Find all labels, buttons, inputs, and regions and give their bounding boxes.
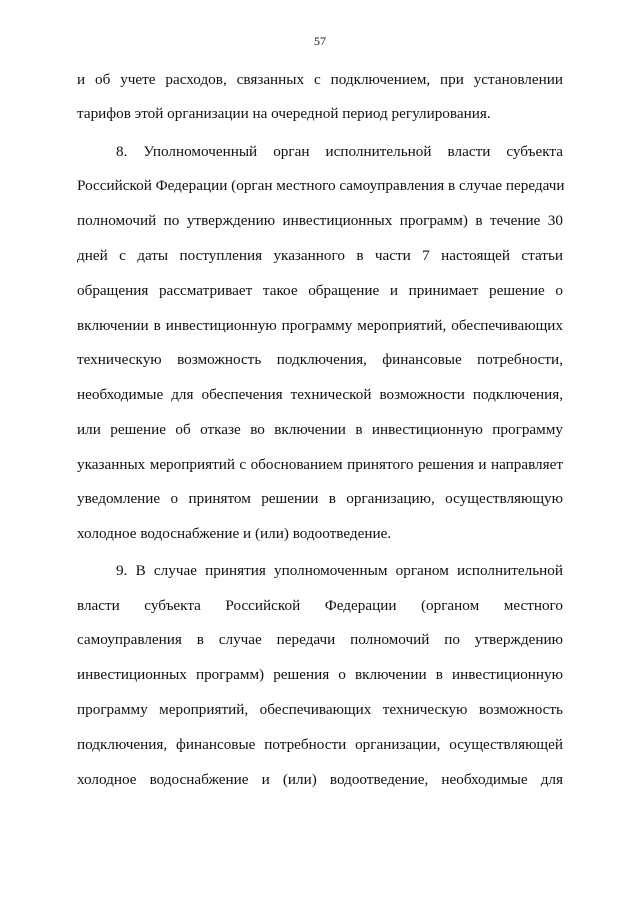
text-line: программу мероприятий, обеспечивающих техническую возможность xyxy=(77,701,563,718)
text-line: тарифов этой организации на очередной период регулирования. xyxy=(77,105,491,122)
text-line: включении в инвестиционную программу мероприятий, обеспечивающих xyxy=(77,317,563,334)
text-line: полномочий по утверждению инвестиционных программ) в течение 30 xyxy=(77,212,563,229)
text-line: или решение об отказе во включении в инвестиционную программу xyxy=(77,421,563,438)
text-line: 9. В случае принятия уполномоченным органом исполнительной xyxy=(116,562,563,579)
text-line: инвестиционных программ) решения о включении в инвестиционную xyxy=(77,666,563,683)
text-line: обращения рассматривает такое обращение и принимает решение о xyxy=(77,282,563,299)
text-line: самоуправления в случае передачи полномочий по утверждению xyxy=(77,631,563,648)
text-line: дней с даты поступления указанного в части 7 настоящей статьи xyxy=(77,247,563,264)
text-line: необходимые для обеспечения технической возможности подключения, xyxy=(77,386,563,403)
text-line: указанных мероприятий с обоснованием принятого решения и направляет xyxy=(77,456,563,473)
text-line: и об учете расходов, связанных с подключением, при установлении xyxy=(77,71,563,88)
text-line: власти субъекта Российской Федерации (органом местного xyxy=(77,597,563,614)
text-line: холодное водоснабжение и (или) водоотведение, необходимые для xyxy=(77,771,563,788)
text-line: подключения, финансовые потребности организации, осуществляющей xyxy=(77,736,563,753)
page-number: 57 xyxy=(314,34,326,48)
text-line: Российской Федерации (орган местного самоуправления в случае передачи xyxy=(77,177,565,194)
text-line: техническую возможность подключения, финансовые потребности, xyxy=(77,351,563,368)
text-line: холодное водоснабжение и (или) водоотведение. xyxy=(77,525,392,542)
text-line: уведомление о принятом решении в организацию, осуществляющую xyxy=(77,490,563,507)
text-line: 8. Уполномоченный орган исполнительной власти субъекта xyxy=(116,143,563,160)
